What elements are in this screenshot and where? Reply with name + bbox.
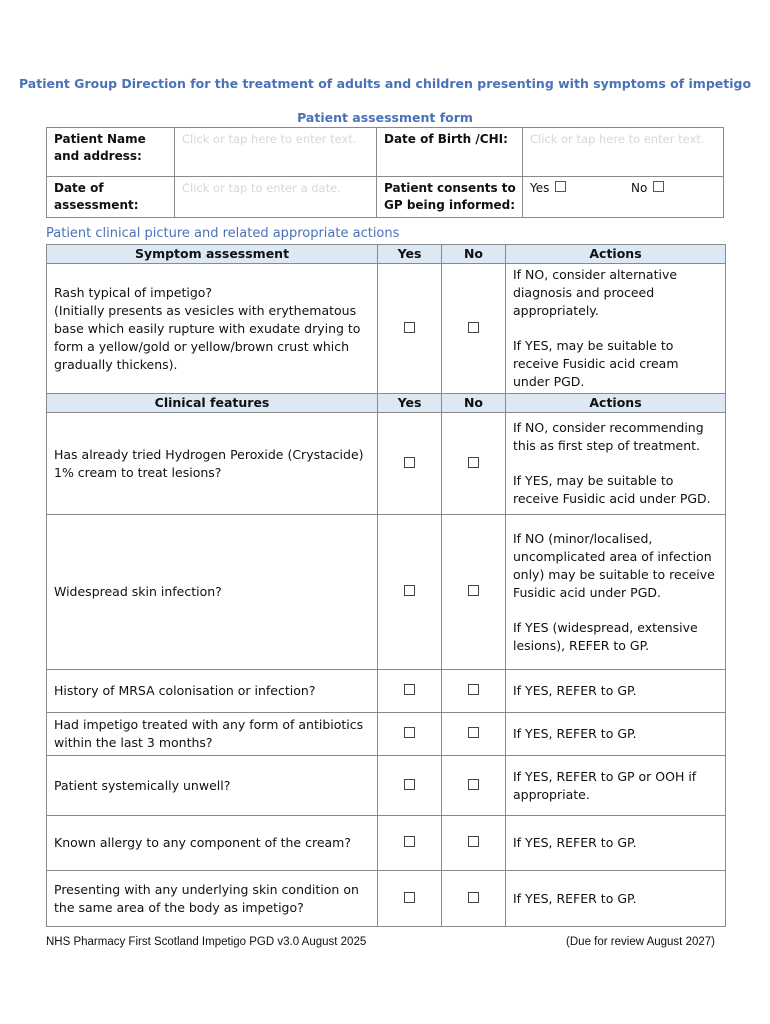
table-row	[47, 713, 726, 756]
no-checkbox[interactable]	[468, 836, 479, 847]
symptom-header: Symptom assessment	[47, 245, 378, 264]
no-checkbox[interactable]	[468, 779, 479, 790]
action-text: If YES, REFER to GP or OOH if appropriate.	[513, 768, 697, 802]
dob-field[interactable]	[523, 128, 724, 177]
consent-no-checkbox[interactable]	[653, 181, 664, 192]
yes-checkbox[interactable]	[404, 892, 415, 903]
table-row	[47, 816, 726, 871]
clinical-actions	[506, 871, 726, 927]
no-checkbox[interactable]	[468, 457, 479, 468]
table-row	[47, 670, 726, 713]
no-checkbox[interactable]	[468, 684, 479, 695]
clinical-header-row	[47, 394, 726, 413]
action-text: If NO, consider alternative diagnosis and proceed appropriately.	[513, 267, 678, 318]
symptom-header-row	[47, 245, 726, 264]
action-text: If YES (widespread, extensive lesions), REFER to GP.	[513, 619, 698, 653]
no-header: No	[442, 394, 506, 413]
document-title: Patient Group Direction for the treatment of adults and children presenting with symptoms of impetigo	[18, 76, 752, 91]
action-text: If YES, REFER to GP.	[513, 683, 637, 698]
consent-yes-option[interactable]	[530, 180, 566, 197]
consent-label: Patient consents to GP being informed:	[377, 177, 523, 218]
clinical-actions	[506, 413, 726, 515]
clinical-question: Widespread skin infection?	[47, 515, 378, 670]
table-row	[47, 515, 726, 670]
action-text: If YES, REFER to GP.	[513, 890, 637, 906]
consent-no-label: No	[631, 181, 648, 195]
clinical-question: Known allergy to any component of the cream?	[47, 816, 378, 871]
footer-version: NHS Pharmacy First Scotland Impetigo PGD v3.0 August 2025	[46, 936, 367, 948]
yes-checkbox[interactable]	[404, 836, 415, 847]
table-row	[47, 264, 726, 394]
section-title: Patient clinical picture and related appropriate actions	[46, 226, 400, 241]
consent-options	[523, 177, 724, 218]
clinical-question: Had impetigo treated with any form of antibiotics within the last 3 months?	[47, 713, 378, 756]
clinical-table	[46, 244, 726, 927]
patient-name-placeholder: Click or tap here to enter text.	[182, 132, 357, 146]
table-row	[47, 413, 726, 515]
clinical-question: Presenting with any underlying skin condition on the same area of the body as impetigo?	[47, 871, 378, 927]
clinical-question: Patient systemically unwell?	[47, 756, 378, 816]
action-text: If YES, REFER to GP.	[513, 835, 637, 850]
dob-label: Date of Birth /CHI:	[377, 128, 523, 177]
yes-checkbox[interactable]	[404, 684, 415, 695]
symptom-question	[47, 264, 378, 394]
consent-yes-checkbox[interactable]	[555, 181, 566, 192]
actions-header: Actions	[506, 394, 726, 413]
table-row	[47, 756, 726, 816]
action-text: If YES, may be suitable to receive Fusidic acid under PGD.	[513, 473, 711, 506]
actions-header: Actions	[506, 245, 726, 264]
assessment-date-placeholder: Click or tap to enter a date.	[182, 181, 341, 195]
no-checkbox[interactable]	[468, 585, 479, 596]
action-text: If NO, consider recommending this as first step of treatment.	[513, 420, 704, 453]
consent-no-option[interactable]	[631, 180, 664, 197]
clinical-features-header: Clinical features	[47, 394, 378, 413]
dob-placeholder: Click or tap here to enter text.	[530, 132, 705, 146]
action-text: If NO (minor/localised, uncomplicated area of infection only) may be suitable to receive Fusidic acid under PGD.	[513, 530, 715, 600]
assessment-date-label: Date of assessment:	[47, 177, 175, 218]
yes-header: Yes	[378, 394, 442, 413]
clinical-actions	[506, 756, 726, 816]
symptom-actions	[506, 264, 726, 394]
form-title: Patient assessment form	[297, 110, 473, 125]
clinical-actions	[506, 670, 726, 713]
yes-checkbox[interactable]	[404, 779, 415, 790]
footer-review-date: (Due for review August 2027)	[566, 936, 715, 948]
no-header: No	[442, 245, 506, 264]
symptom-question-detail: (Initially presents as vesicles with erythematous base which easily rupture with exudate drying to form a yellow/gold or yellow/brown crust which gradually thickens).	[54, 302, 361, 372]
clinical-question: History of MRSA colonisation or infection?	[47, 670, 378, 713]
patient-name-label: Patient Name and address:	[47, 128, 175, 177]
symptom-yes-checkbox[interactable]	[404, 322, 415, 333]
yes-header: Yes	[378, 245, 442, 264]
table-row	[47, 871, 726, 927]
action-text: If YES, REFER to GP.	[513, 726, 637, 741]
assessment-date-field[interactable]	[175, 177, 377, 218]
yes-checkbox[interactable]	[404, 585, 415, 596]
consent-yes-label: Yes	[530, 181, 550, 195]
clinical-actions	[506, 816, 726, 871]
patient-details-table	[46, 127, 724, 218]
clinical-actions	[506, 515, 726, 670]
no-checkbox[interactable]	[468, 892, 479, 903]
symptom-no-checkbox[interactable]	[468, 322, 479, 333]
action-text: If YES, may be suitable to receive Fusidic acid cream under PGD.	[513, 338, 679, 389]
clinical-question: Has already tried Hydrogen Peroxide (Crystacide) 1% cream to treat lesions?	[47, 413, 378, 515]
clinical-actions	[506, 713, 726, 756]
yes-checkbox[interactable]	[404, 457, 415, 468]
no-checkbox[interactable]	[468, 727, 479, 738]
symptom-question-title: Rash typical of impetigo?	[54, 284, 213, 300]
yes-checkbox[interactable]	[404, 727, 415, 738]
patient-name-field[interactable]	[175, 128, 377, 177]
